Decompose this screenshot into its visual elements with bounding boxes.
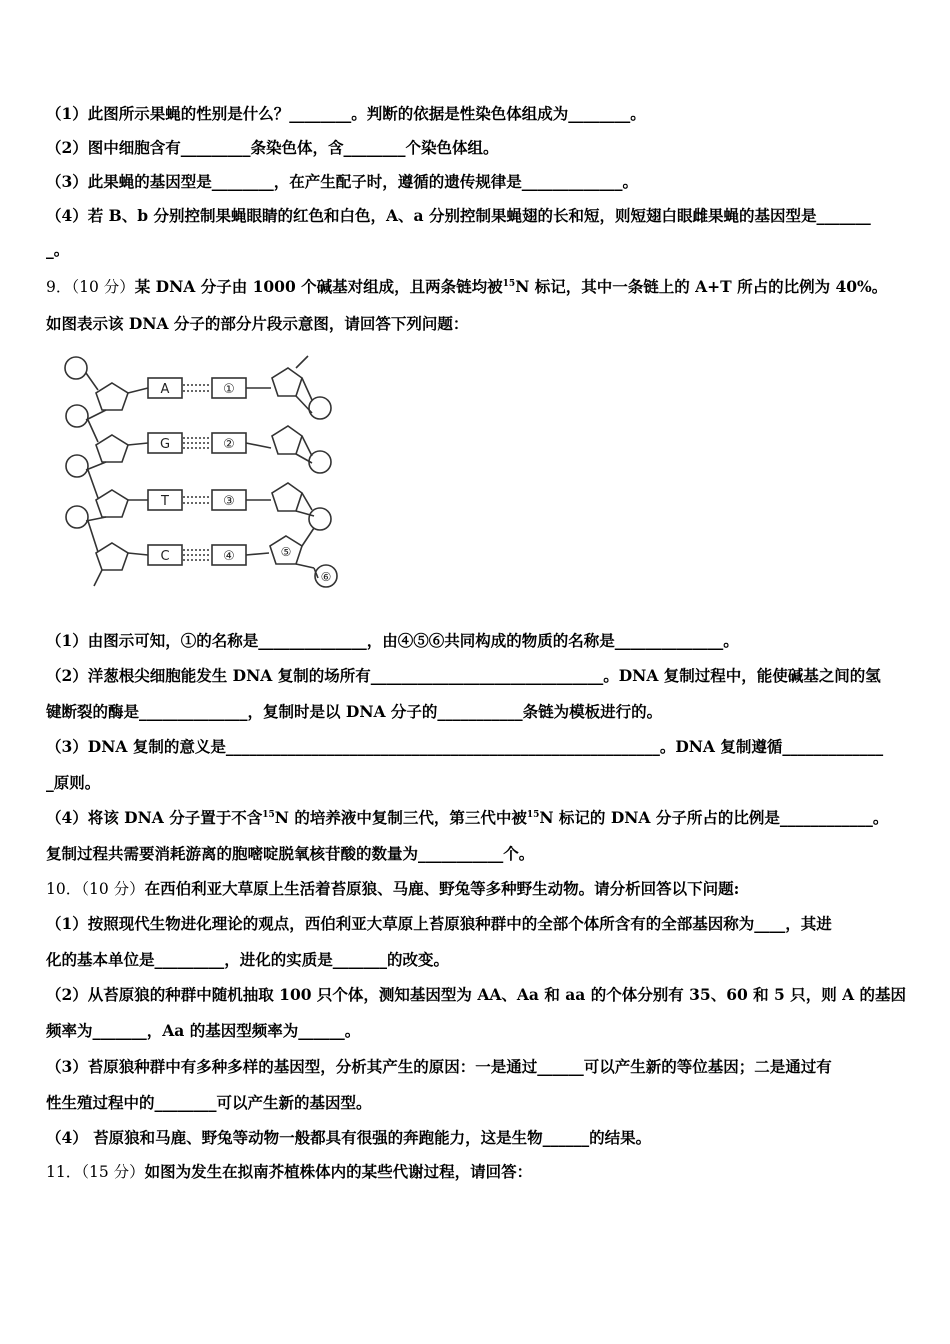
q10-part1: （1）按照现代生物进化理论的观点，西伯利亚大草原上苔原狼种群中的全部个体所含有的全部基因称为____，其进: [46, 914, 832, 933]
hydrogen-bonds-4: [183, 550, 211, 560]
q9-part4-cont: 复制过程共需要消耗游离的胞嘧啶脱氧核苷酸的数量为___________个。: [46, 844, 535, 863]
q9-part4: [46, 808, 888, 828]
left-phosphate-3: [66, 455, 88, 477]
hydrogen-bonds-2: [183, 438, 211, 448]
isotope-superscript: 15: [526, 810, 540, 820]
left-phosphate-2: [66, 405, 88, 427]
left-sugar-2: [96, 435, 128, 462]
q9-part4-b: N 的培养液中复制三代，第三代中被: [274, 808, 527, 827]
left-phosphate-4: [66, 506, 88, 528]
left-sugar-4: [96, 543, 128, 570]
base-label-A: A: [160, 382, 170, 397]
q11-points: （15 分）: [81, 1163, 145, 1181]
right-phosphate-2: [309, 451, 331, 473]
q10-part2-cont: 频率为_______，Aa 的基因型频率为______。: [46, 1021, 361, 1040]
q11-number: 11．: [46, 1163, 82, 1181]
right-sugar-1: [272, 368, 302, 396]
q9-part3-cont: _原则。: [46, 773, 101, 792]
q8-part2: （2）图中细胞含有_________条染色体，含________个染色体组。: [46, 138, 499, 157]
base-label-1: ①: [223, 382, 235, 397]
q9-stem-2: 如图表示该 DNA 分子的部分片段示意图，请回答下列问题：: [46, 314, 469, 333]
label-6: ⑥: [320, 570, 332, 584]
hydrogen-bonds-3: [183, 497, 211, 503]
q9-part1: （1）由图示可知，①的名称是______________，由④⑤⑥共同构成的物质的名称是______________。: [46, 631, 739, 650]
base-label-2: ②: [223, 437, 235, 452]
q10-part3: （3）苔原狼种群中有多种多样的基因型，分析其产生的原因：一是通过______可以产生新的等位基因；二是通过有: [46, 1057, 832, 1076]
q11-stem-text: 如图为发生在拟南芥植株体内的某些代谢过程，请回答：: [144, 1162, 533, 1181]
base-label-3: ③: [223, 494, 235, 509]
right-phosphate-3: [309, 508, 331, 530]
q8-part3: （3）此果蝇的基因型是________，在产生配子时，遵循的遗传规律是_____________。: [46, 172, 639, 191]
q10-points: （10 分）: [81, 880, 145, 898]
q9-stem-b: N 标记，其中一条链上的 A+T 所占的比例为 40%。: [515, 277, 888, 296]
q9-part3: （3）DNA 复制的意义是________________________________________________________。DNA 复制遵循_____________: [46, 737, 884, 756]
q10-part1-cont: 化的基本单位是_________，进化的实质是_______的改变。: [46, 950, 450, 969]
q9-part2: （2）洋葱根尖细胞能发生 DNA 复制的场所有______________________________。DNA 复制过程中，能使碱基之间的氢: [46, 666, 881, 685]
dna-structure-diagram: [56, 348, 346, 593]
label-5: ⑤: [280, 545, 292, 559]
base-label-G: G: [159, 437, 171, 452]
q9-stem: [46, 277, 887, 297]
q9-stem-a: 某 DNA 分子由 1000 个碱基对组成，且两条链均被: [134, 277, 503, 296]
q10-part4: （4） 苔原狼和马鹿、野兔等动物一般都具有很强的奔跑能力，这是生物______的结果。: [46, 1128, 652, 1147]
q9-part2-cont: 键断裂的酶是______________，复制时是以 DNA 分子的___________条链为模板进行的。: [46, 702, 663, 721]
base-label-4: ④: [223, 549, 235, 564]
right-phosphate-1: [309, 397, 331, 419]
q9-part4-a: （4）将该 DNA 分子置于不含: [46, 808, 263, 827]
q10-part3-cont: 性生殖过程中的________可以产生新的基因型。: [46, 1093, 372, 1112]
left-sugar-3: [96, 490, 128, 517]
q9-points: （10 分）: [71, 278, 135, 296]
q9-number: 9．: [46, 278, 72, 296]
q10-number: 10．: [46, 880, 82, 898]
q10-part2: （2）从苔原狼的种群中随机抽取 100 只个体，测知基因型为 AA、Aa 和 aa 的个体分别有 35、60 和 5 只，则 A 的基因: [46, 985, 907, 1004]
q8-part4-cont: _。: [46, 240, 70, 259]
q11-stem: [46, 1162, 532, 1182]
q9-part4-c: N 标记的 DNA 分子所占的比例是____________。: [539, 808, 889, 827]
q10-stem-text: 在西伯利亚大草原上生活着苔原狼、马鹿、野兔等多种野生动物。请分析回答以下问题:: [144, 879, 740, 898]
q8-part4: （4）若 B、b 分别控制果蝇眼睛的红色和白色，A、a 分别控制果蝇翅的长和短，则短翅白眼雌果蝇的基因型是_______: [46, 206, 871, 225]
isotope-superscript: 15: [262, 810, 275, 820]
q8-part1: （1）此图所示果蝇的性别是什么？________。判断的依据是性染色体组成为________。: [46, 104, 646, 123]
left-phosphate-1: [65, 357, 87, 379]
q10-stem: [46, 879, 739, 899]
base-label-C: C: [160, 549, 170, 564]
isotope-superscript: 15: [502, 279, 516, 289]
base-label-T: T: [161, 494, 169, 509]
right-sugar-3: [272, 483, 302, 511]
right-sugar-2: [272, 426, 302, 454]
hydrogen-bonds-1: [183, 385, 211, 391]
left-sugar-1: [96, 383, 128, 410]
